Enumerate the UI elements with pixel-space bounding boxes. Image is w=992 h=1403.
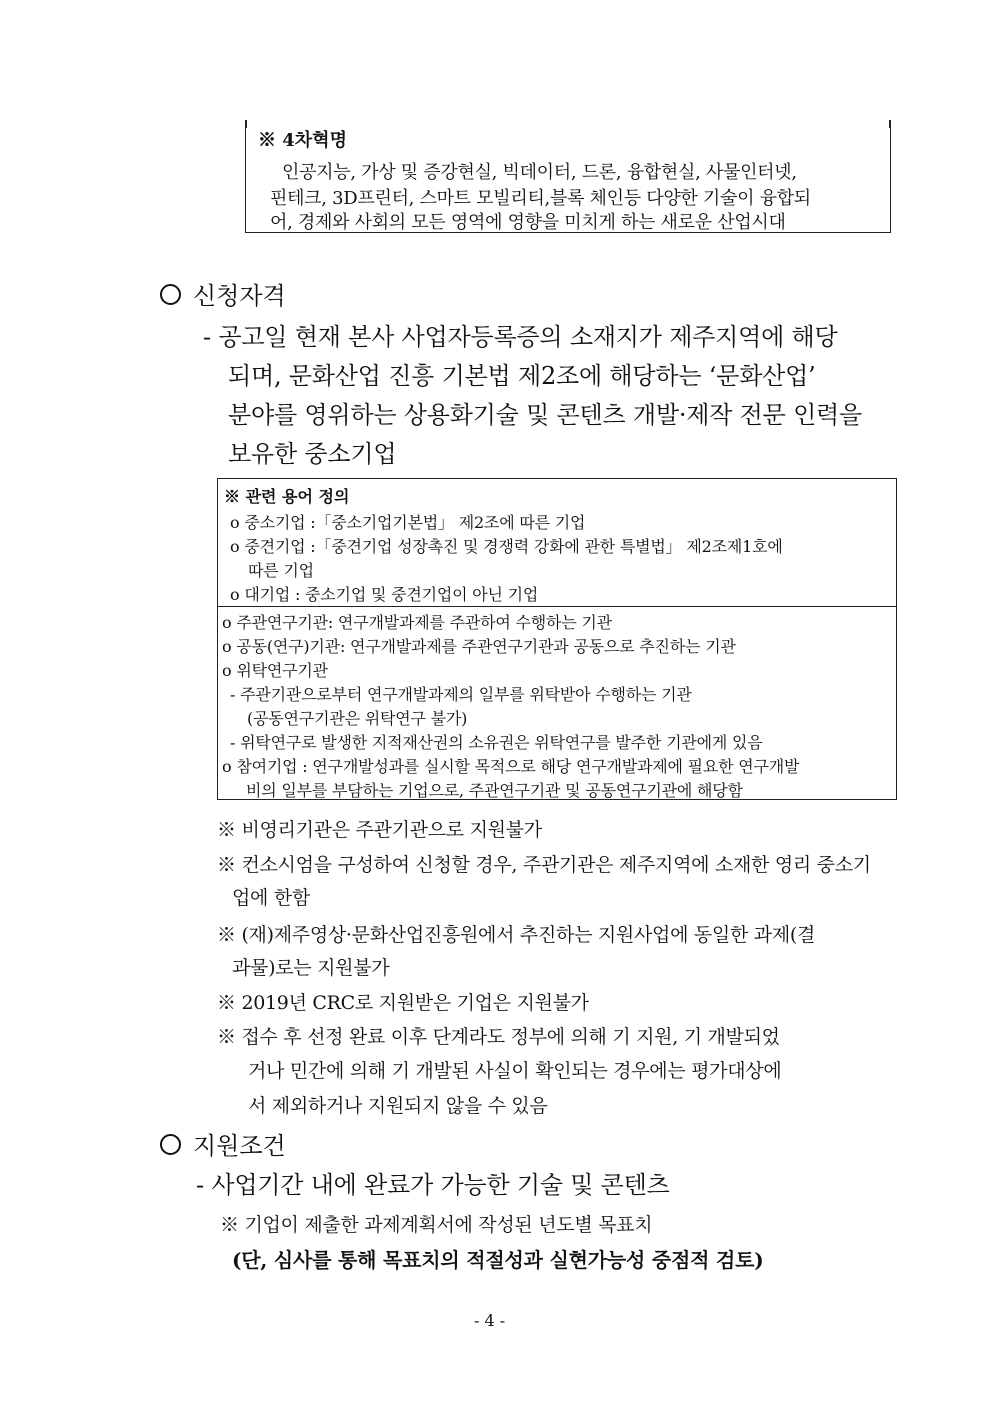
- revolution-box-line: 핀테크, 3D프린터, 스마트 모빌리티,블록 체인등 다양한 기술이 융합되: [270, 188, 811, 209]
- terms-line: o 중소기업 :「중소기업기본법」 제2조에 따른 기업: [230, 513, 586, 532]
- eligibility-para-line: 분야를 영위하는 상용화기술 및 콘텐츠 개발·제작 전문 인력을: [228, 401, 863, 429]
- conditions-note: ※ 기업이 제출한 과제계획서에 작성된 년도별 목표치: [220, 1214, 653, 1236]
- terms-line: o 공동(연구)기관: 연구개발과제를 주관연구기관과 공동으로 추진하는 기관: [222, 637, 736, 656]
- section-heading-text: 신청자격: [193, 282, 286, 310]
- section-heading-conditions: [160, 1126, 286, 1161]
- terms-line: o 중견기업 :「중견기업 성장촉진 및 경쟁력 강화에 관한 특별법」 제2조제1호에: [230, 537, 783, 556]
- eligibility-para-line: 보유한 중소기업: [228, 440, 397, 468]
- box-corner-left: [245, 120, 247, 128]
- terms-line: o 주관연구기관: 연구개발과제를 주관하여 수행하는 기관: [222, 613, 612, 632]
- page-number: - 4 -: [474, 1311, 506, 1330]
- section-heading-text: 지원조건: [193, 1132, 286, 1160]
- section-heading-eligibility: [160, 276, 286, 311]
- terms-line: o 위탁연구기관: [222, 661, 328, 680]
- revolution-box-line: 어, 경제와 사회의 모든 영역에 영향을 미치게 하는 새로운 산업시대: [270, 212, 786, 233]
- conditions-para: - 사업기간 내에 완료가 가능한 기술 및 콘텐츠: [196, 1171, 670, 1199]
- box-divider: [218, 606, 896, 607]
- note-line: 서 제외하거나 지원되지 않을 수 있음: [248, 1095, 548, 1117]
- note-line: ※ 접수 후 선정 완료 이후 단계라도 정부에 의해 기 지원, 기 개발되었: [217, 1026, 780, 1048]
- hollow-circle-icon: [160, 284, 181, 305]
- note-line: ※ (재)제주영상·문화산업진흥원에서 추진하는 지원사업에 동일한 과제(결: [217, 924, 816, 946]
- hollow-circle-icon: [160, 1134, 181, 1155]
- note-line: ※ 컨소시엄을 구성하여 신청할 경우, 주관기관은 제주지역에 소재한 영리 중소기: [217, 854, 871, 876]
- note-line: 업에 한함: [232, 887, 310, 909]
- revolution-box-title: ※ 4차혁명: [258, 130, 347, 151]
- revolution-box-line: 인공지능, 가상 및 증강현실, 빅데이터, 드론, 융합현실, 사물인터넷,: [282, 162, 797, 183]
- eligibility-para-line: - 공고일 현재 본사 사업자등록증의 소재지가 제주지역에 해당: [203, 323, 838, 351]
- terms-line: (공동연구기관은 위탁연구 불가): [247, 709, 468, 728]
- terms-line: - 위탁연구로 발생한 지적재산권의 소유권은 위탁연구를 발주한 기관에게 있음: [230, 733, 763, 752]
- note-line: ※ 2019년 CRC로 지원받은 기업은 지원불가: [217, 992, 589, 1014]
- note-line: 거나 민간에 의해 기 개발된 사실이 확인되는 경우에는 평가대상에: [248, 1060, 782, 1082]
- box-corner-right: [889, 120, 891, 128]
- terms-line: o 참여기업 : 연구개발성과를 실시할 목적으로 해당 연구개발과제에 필요한 연구개발: [222, 757, 800, 776]
- terms-line: o 대기업 : 중소기업 및 중견기업이 아닌 기업: [230, 585, 539, 604]
- terms-line: 따른 기업: [248, 561, 314, 580]
- conditions-bold-note: (단, 심사를 통해 목표치의 적절성과 실현가능성 중점적 검토): [232, 1248, 764, 1272]
- note-line: 과물)로는 지원불가: [232, 957, 390, 979]
- terms-line: - 주관기관으로부터 연구개발과제의 일부를 위탁받아 수행하는 기관: [230, 685, 692, 704]
- note-line: ※ 비영리기관은 주관기관으로 지원불가: [217, 819, 542, 841]
- terms-box-title: ※ 관련 용어 정의: [224, 487, 350, 506]
- eligibility-para-line: 되며, 문화산업 진흥 기본법 제2조에 해당하는 ‘문화산업’: [228, 362, 816, 390]
- terms-line: 비의 일부를 부담하는 기업으로, 주관연구기관 및 공동연구기관에 해당함: [246, 781, 743, 800]
